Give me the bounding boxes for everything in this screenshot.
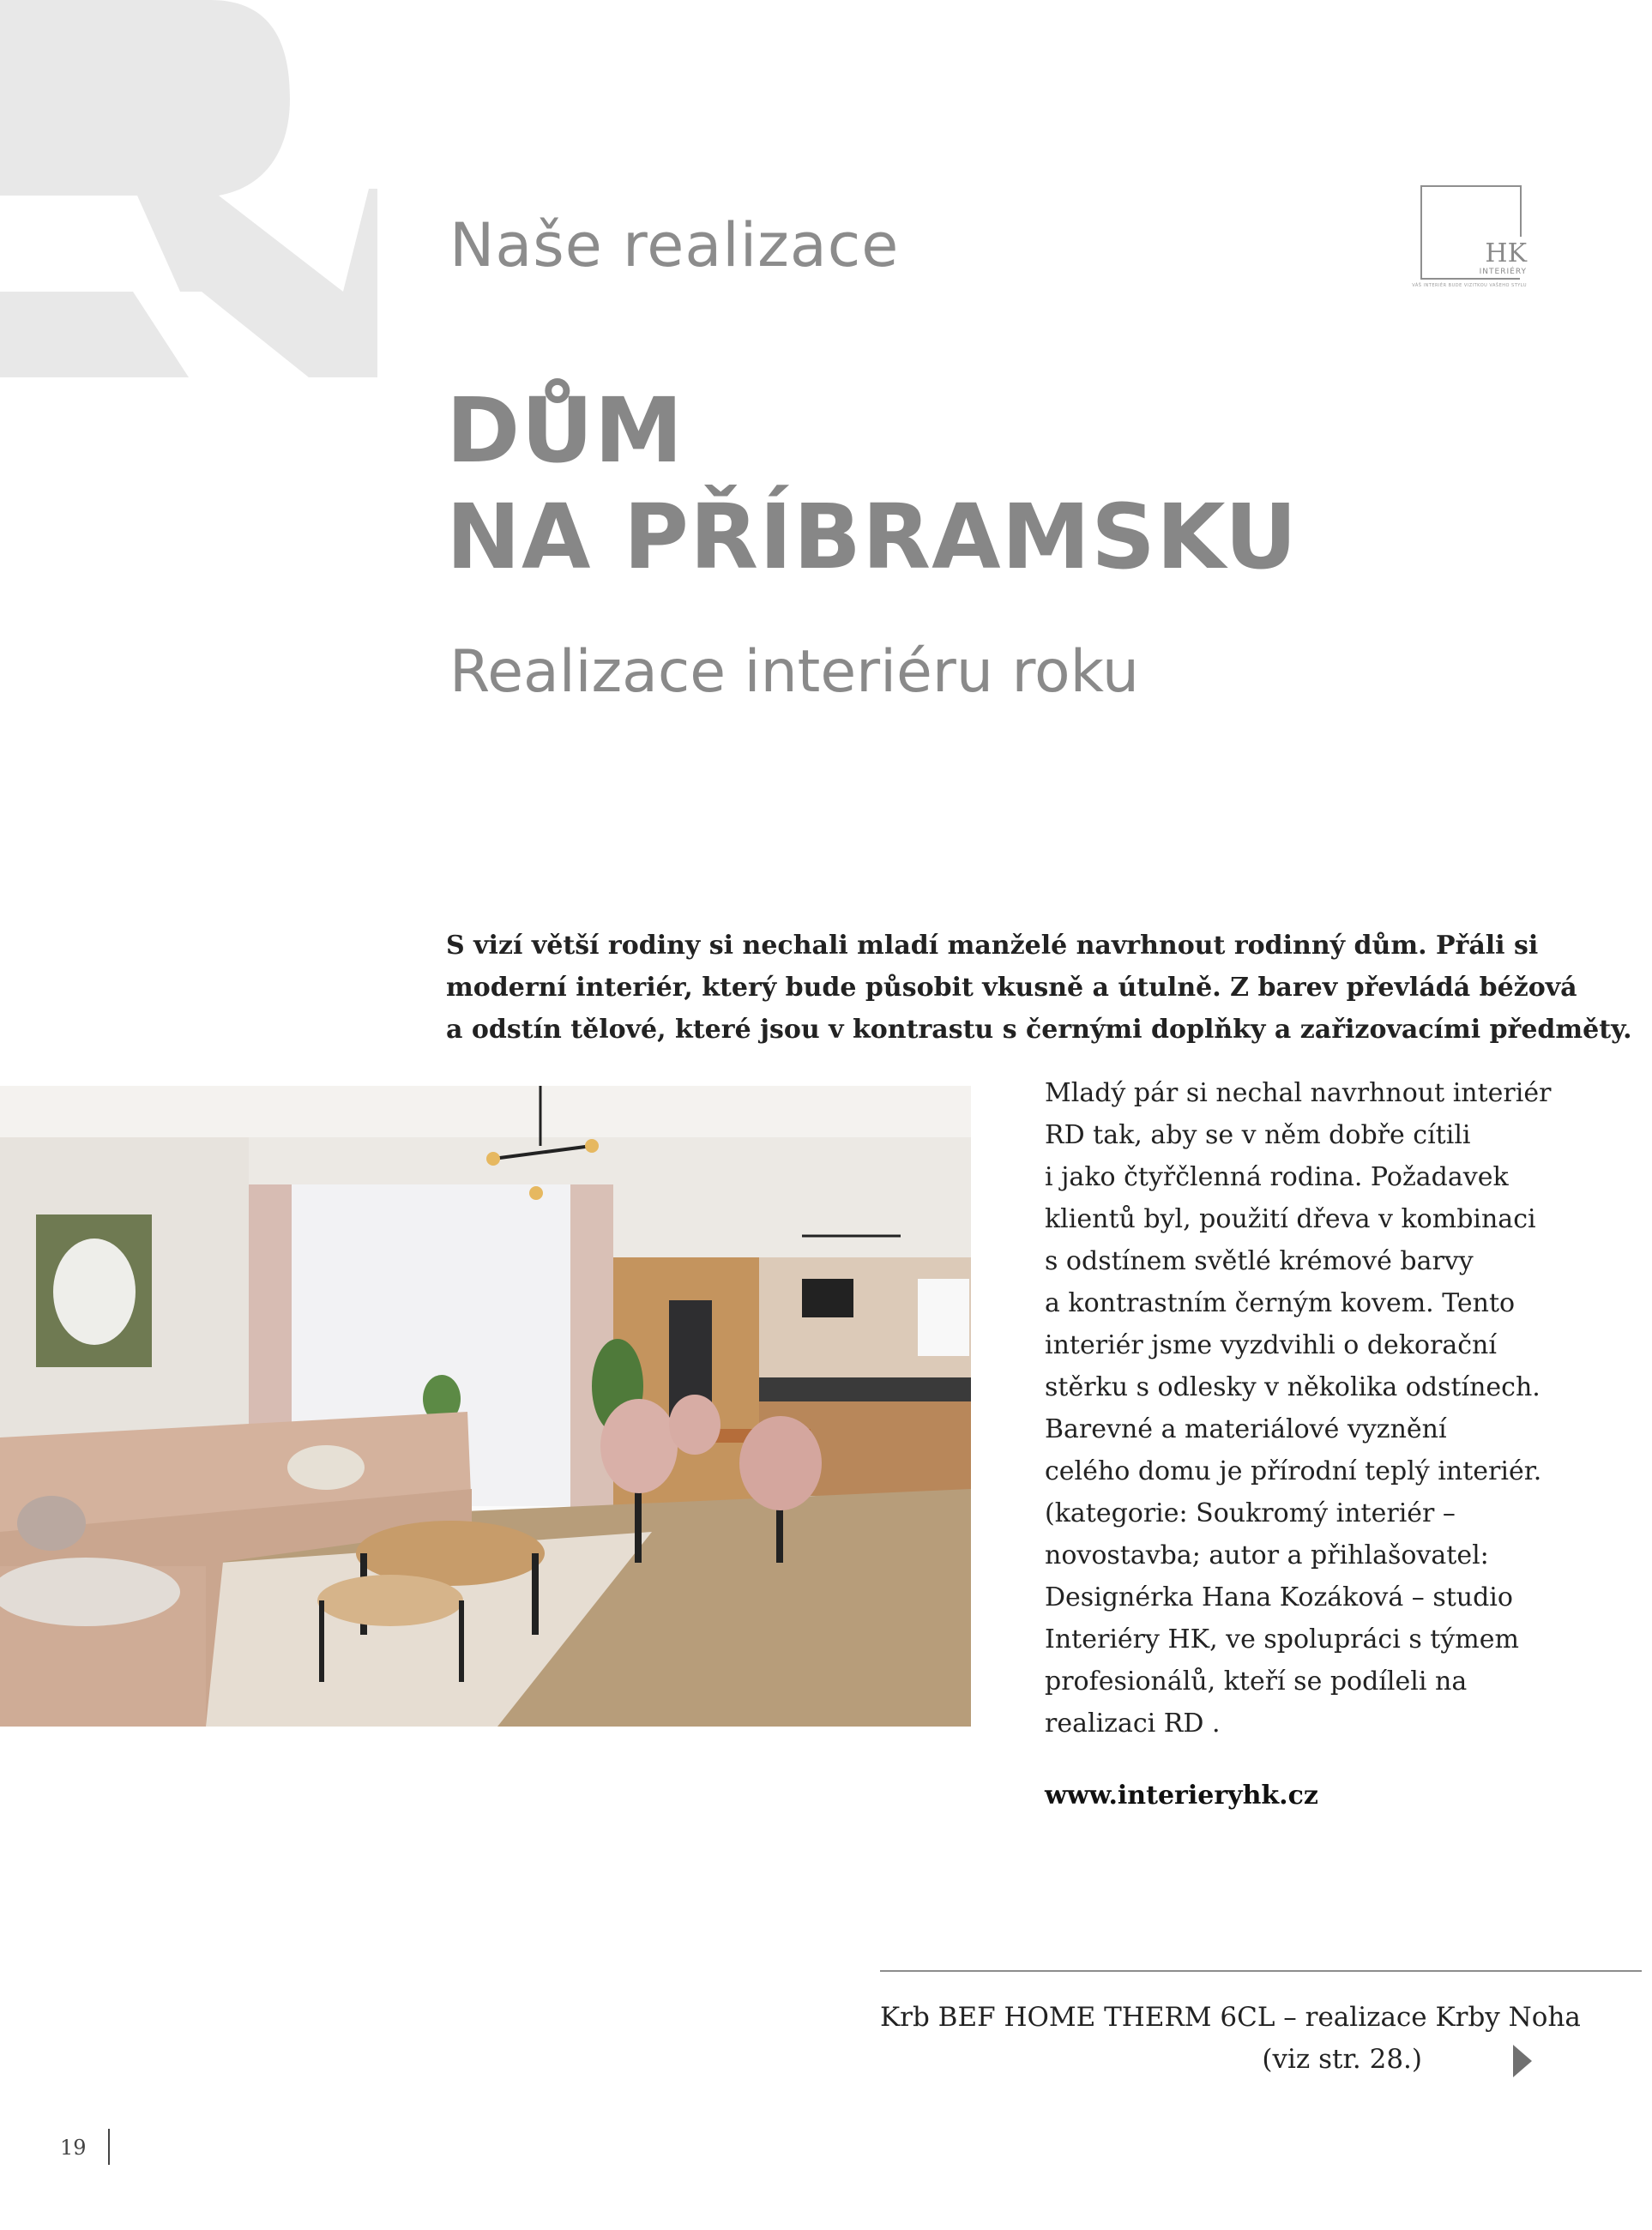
body-line: realizaci RD . bbox=[1045, 1709, 1221, 1739]
body-line: a kontrastním černým kovem. Tento bbox=[1045, 1288, 1516, 1318]
page-number: 19 bbox=[60, 2136, 87, 2160]
decorative-letter-r bbox=[0, 0, 377, 377]
body-line: interiér jsme vyzdvihli o dekorační bbox=[1045, 1330, 1497, 1360]
section-label: Naše realizace bbox=[449, 210, 900, 280]
body-line: klientů byl, použití dřeva v kombinaci bbox=[1045, 1204, 1536, 1234]
lead-line: S vizí větší rodiny si nechali mladí manželé navrhnout rodinný dům. Přáli si bbox=[446, 931, 1539, 961]
hk-logo bbox=[1412, 185, 1527, 293]
body-line: novostavba; autor a přihlašovatel: bbox=[1045, 1540, 1489, 1570]
body-line: RD tak, aby se v něm dobře cítili bbox=[1045, 1120, 1471, 1150]
lead-line: moderní interiér, který bude působit vkusně a útulně. Z barev převládá béžová bbox=[446, 973, 1577, 1003]
body-line: Interiéry HK, ve spolupráci s týmem bbox=[1045, 1624, 1519, 1654]
logo-name: INTERIÉRY bbox=[1479, 268, 1527, 276]
body-line: stěrku s odlesky v několika odstínech. bbox=[1045, 1372, 1540, 1402]
page-title bbox=[446, 377, 1298, 590]
caption-arrow-icon bbox=[1513, 2045, 1532, 2077]
website-link[interactable]: www.interieryhk.cz bbox=[1045, 1781, 1318, 1811]
body-line: s odstínem světlé krémové barvy bbox=[1045, 1246, 1474, 1276]
lead-paragraph bbox=[446, 925, 1632, 1051]
caption-line-2: (viz str. 28.) bbox=[1262, 2044, 1422, 2075]
body-line: Barevné a materiálové vyznění bbox=[1045, 1414, 1447, 1444]
body-line: celého domu je přírodní teplý interiér. bbox=[1045, 1456, 1542, 1486]
body-line: Designérka Hana Kozáková – studio bbox=[1045, 1582, 1513, 1612]
caption-divider bbox=[880, 1970, 1642, 1972]
logo-tagline: VÁŠ INTERIÉR BUDE VIZITKOU VAŠEHO STYLU bbox=[1412, 283, 1527, 288]
lead-line: a odstín tělové, které jsou v kontrastu s černými doplňky a zařizovacími předměty. bbox=[446, 1015, 1632, 1045]
title-line-1: DŮM bbox=[446, 378, 684, 483]
photo-caption bbox=[880, 1997, 1581, 2081]
logo-initials: HK bbox=[1485, 238, 1527, 268]
title-line-2: NA PŘÍBRAMSKU bbox=[446, 485, 1299, 589]
caption-line-1: Krb BEF HOME THERM 6CL – realizace Krby Noha bbox=[880, 2002, 1581, 2033]
body-line: (kategorie: Soukromý interiér – bbox=[1045, 1498, 1456, 1528]
body-text bbox=[1045, 1072, 1552, 1745]
page-number-rule bbox=[108, 2129, 110, 2165]
body-line: i jako čtyřčlenná rodina. Požadavek bbox=[1045, 1162, 1509, 1192]
body-line: Mladý pár si nechal navrhnout interiér bbox=[1045, 1078, 1552, 1108]
living-room-photo bbox=[0, 1086, 971, 1727]
body-line: profesionálů, kteří se podíleli na bbox=[1045, 1666, 1468, 1697]
page-subtitle: Realizace interiéru roku bbox=[449, 638, 1139, 706]
